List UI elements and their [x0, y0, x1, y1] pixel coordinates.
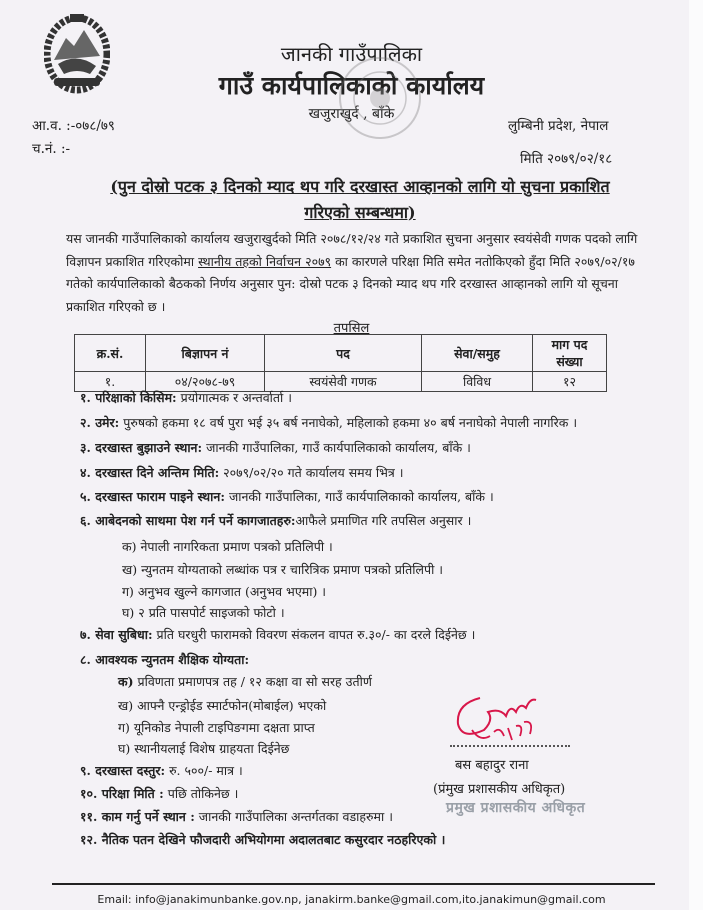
item-work-place: ११. काम गर्नु पर्ने स्थान : जानकी गाउँपालिका अन्तर्गतका वडाहरुमा ।: [80, 809, 393, 824]
qualification-item: क) प्रविणता प्रमाणपत्र तह / १२ कक्षा वा सो सरह उतीर्ण: [118, 674, 372, 689]
item-deadline: ४. दरखास्त दिने अन्तिम मिति: २०७९/०२/२० गते कार्यालय समय भित्र ।: [80, 465, 404, 480]
qualification-item: ख) आफ्नै एन्ड्रोईड स्मार्टफोन(मोबाईल) भएको: [118, 698, 327, 713]
signatory-name: बस बहादुर राना: [455, 758, 529, 773]
cell-post: स्वयंसेवी गणक: [265, 372, 422, 392]
col-service: सेवा/समुह: [422, 335, 533, 372]
municipality-name: जानकी गाउँपालिका: [280, 42, 423, 66]
fiscal-year: आ.व. :-०७८/७९: [32, 118, 115, 134]
scan-edge: [689, 0, 703, 910]
handwritten-signature: [450, 690, 540, 748]
signatory-title: (प्रंमुख प्रशासकीय अधिकृत): [433, 782, 566, 797]
table-header-row: [75, 335, 607, 372]
office-name: गाउँ कार्यपालिकाको कार्यालय: [218, 71, 485, 100]
cell-serial: १.: [75, 372, 146, 392]
col-quota: माग पद संख्या: [533, 335, 607, 372]
item-documents: ६. आबेदनको साथमा पेश गर्न पर्ने कागजातहरु:आफैले प्रमाणित गरि तपसिल अनुसार ।: [80, 513, 472, 528]
notice-body: [66, 228, 646, 318]
subject-line-2: गरिएको सम्बन्धमा): [304, 203, 416, 222]
document-item: घ) २ प्रति पासपोर्ट साइजको फोटो ।: [122, 605, 285, 620]
cell-quota: १२: [533, 372, 607, 392]
notice-subject: [60, 174, 660, 226]
item-moral-conduct: १२. नैतिक पतन देखिने फौजदारी अभियोगमा अदालतबाट कसुरदार नठहरिएको ।: [80, 832, 446, 847]
document-item: ख) न्युनतम योग्यताको लब्धांक पत्र र चारित्रिक प्रमाण पत्रको प्रतिलिपी ।: [122, 562, 444, 577]
item-qualification: ८. आवश्यक न्युनतम शैक्षिक योग्यता:: [80, 652, 250, 667]
item-facility: ७. सेवा सुबिधा: प्रति घरधुरी फारामको विवरण संकलन वापत रु.३०/- का दरले दिईनेछ ।: [80, 627, 476, 642]
office-location: खजुराखुर्द , बाँके: [308, 106, 395, 122]
signature-line: [450, 745, 570, 747]
body-part-1: यस जानकी गाउँपालिकाको कार्यालय खजुराखुर्दको मिति २०७८/१२/२४ गते प्रकाशित सुचना अनुसार स्वयंसेवी गणक पदको लागि विज्ञापन प्रकाशित गरिएकोमा: [66, 231, 638, 269]
footer-email: Email: info@janakimunbanke.gov.np, janakirm.banke@gmail.com,ito.janakimun@gmail.com: [97, 893, 606, 906]
col-ad-number: बिज्ञापन नं: [146, 335, 265, 372]
province: लुम्बिनी प्रदेश, नेपाल: [508, 118, 609, 134]
body-part-2: का कारणले परिक्षा मिति समेत नतोकिएको हुँदा मिति २०७९/०२/१७ गतेको कार्यपालिकाको बैठकको निर्णय अनुसार पुन: दोस्रो पटक ३ दिनको म्याद थप गरि दरखास्त आव्हानको लागि यो सूचना प्रकाशित गरिएको छ ।: [66, 253, 635, 314]
item-fee: ९. दरखास्त दस्तुर: रु. ५००/- मात्र ।: [80, 763, 243, 778]
designation-stamp: प्रमुख प्रशासकीय अधिकृत: [446, 800, 586, 816]
qualification-item: ग) यूनिकोड नेपाली टाइपिङगमा दक्षता प्राप्त: [118, 720, 315, 735]
item-exam-date: १०. परिक्षा मिति : पछि तोकिनेछ ।: [80, 786, 239, 801]
subject-line-1: (पुन दोस्रो पटक ३ दिनको म्याद थप गरि दरखास्त आव्हानको लागि यो सुचना प्रकाशित: [110, 177, 610, 196]
item-form-place: ५. दरखास्त फाराम पाइने स्थान: जानकी गाउँपालिका, गाउँ कार्यपालिकाको कार्यालय, बाँके ।: [80, 489, 494, 504]
col-serial: क्र.सं.: [75, 335, 146, 372]
cell-service: विविध: [422, 372, 533, 392]
cell-ad-number: ०४/२०७८-७९: [146, 372, 265, 392]
item-exam-type: १. परिक्षाको किसिम: प्रयोगात्मक र अन्तर्वार्ता ।: [80, 390, 292, 405]
document-item: ग) अनुभव खुल्ने कागजात (अनुभव भएमा) ।: [122, 584, 327, 599]
item-age: २. उमेर: पुरुषको हकमा १८ वर्ष पुरा भई ३५ बर्ष ननाघेको, महिलाको हकमा ४० बर्ष ननाघेको नेपाली नागरिक ।: [80, 415, 578, 430]
item-submission-place: ३. दरखास्त बुझाउने स्थान: जानकी गाउँपालिका, गाउँ कार्यपालिकाको कार्यालय, बाँके ।: [80, 440, 471, 455]
office-round-stamp: [335, 52, 425, 144]
document-item: क) नेपाली नागरिकता प्रमाण पत्रको प्रतिलिपी ।: [122, 539, 333, 554]
footer-rule: [52, 883, 655, 885]
vacancy-table: [74, 334, 607, 392]
qualification-item: घ) स्थानीयलाई विशेष ग्राहयता दिईनेछ: [118, 741, 290, 756]
reference-number: च.नं. :-: [32, 141, 71, 157]
col-post: पद: [265, 335, 422, 372]
notice-date: मिति २०७९/०२/१८: [520, 151, 613, 167]
body-underlined: स्थानीय तहको निर्वाचन २०७९: [198, 253, 332, 269]
table-title: तपसिल: [333, 321, 370, 336]
